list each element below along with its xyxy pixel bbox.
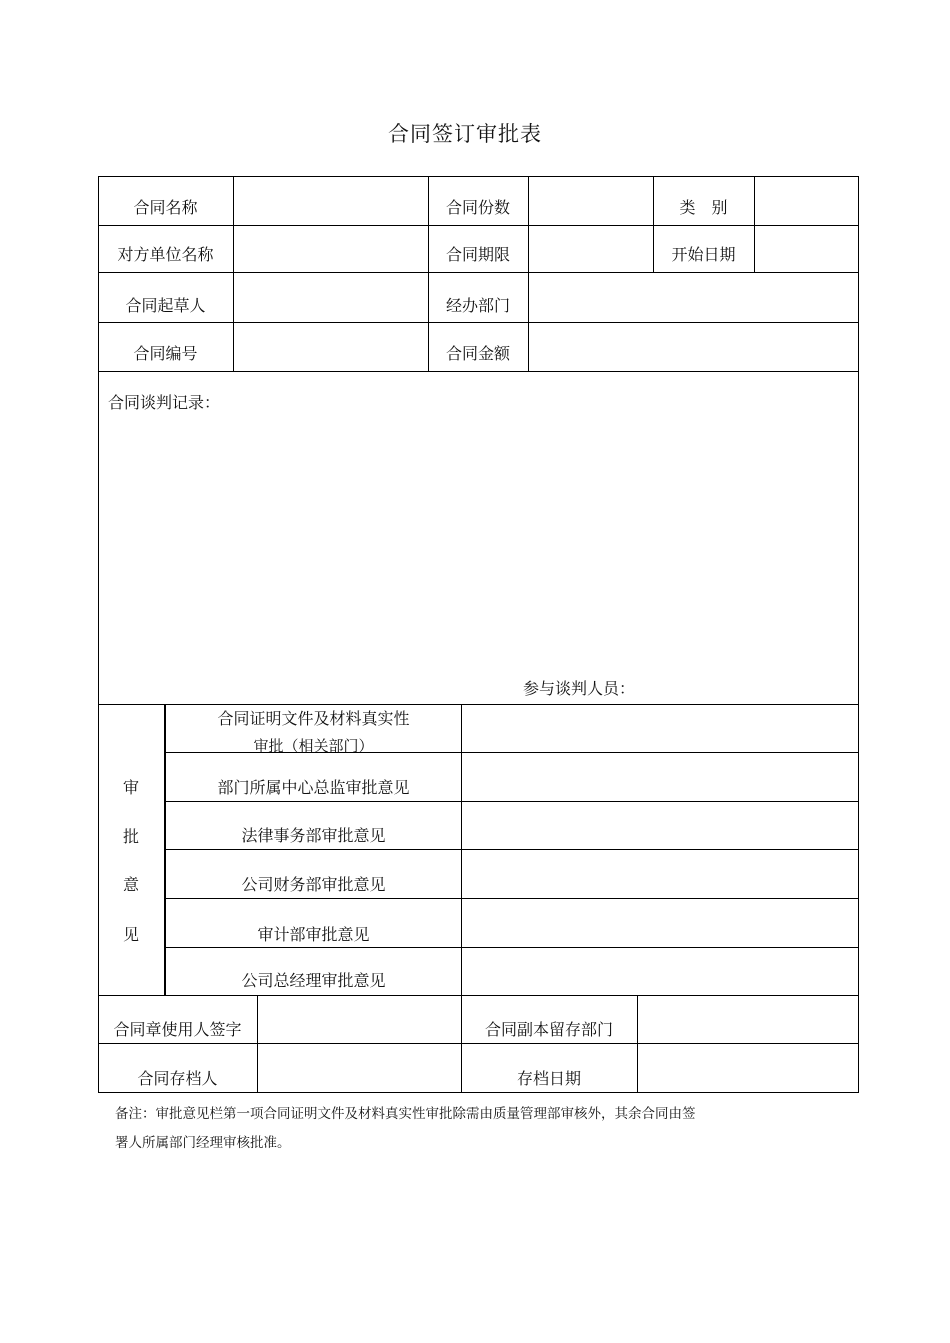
copy-dept-label: 合同副本留存部门 [484,1020,613,1039]
participants-label: 参与谈判人员： [523,679,636,698]
contract-amount-field[interactable] [529,323,858,371]
approval-section-char: 见 [122,925,139,944]
approval-row-label: 合同证明文件及材料真实性 [217,709,410,728]
contract-copies-label: 合同份数 [445,198,510,217]
archive-date-field[interactable] [638,1044,858,1092]
approval-section-char: 批 [122,827,139,846]
start-date-label: 开始日期 [671,245,736,264]
copy-dept-field[interactable] [638,996,858,1043]
row-divider [98,225,859,226]
contract-name-field[interactable] [234,177,428,225]
footnote-line: 备注：审批意见栏第一项合同证明文件及材料真实性审批除需由质量管理部审核外，其余合同由签 [115,1106,696,1122]
counterparty-label: 对方单位名称 [117,245,214,264]
approval-opinion-field[interactable] [462,802,858,849]
start-date-field[interactable] [755,226,858,272]
contract-number-field[interactable] [234,323,428,371]
negotiation-record-area[interactable] [99,415,858,670]
drafter-field[interactable] [234,273,428,322]
approval-opinion-field[interactable] [462,850,858,898]
approval-section-char: 意 [122,875,139,894]
approval-row-label: 法律事务部审批意见 [241,826,386,845]
contract-copies-field[interactable] [529,177,653,225]
approval-section-char: 审 [122,778,139,797]
approval-row-label: 审计部审批意见 [257,925,370,944]
seal-user-label: 合同章使用人签字 [113,1020,242,1039]
archive-date-label: 存档日期 [516,1069,581,1088]
row-divider [98,371,859,372]
contract-name-label: 合同名称 [133,198,198,217]
archiver-label: 合同存档人 [137,1069,218,1088]
archiver-field[interactable] [258,1044,461,1092]
approval-row-label: 公司财务部审批意见 [241,875,386,894]
category-label: 类 别 [679,198,728,217]
seal-user-signature-field[interactable] [258,996,461,1043]
contract-amount-label: 合同金额 [445,344,510,363]
footnote-line: 署人所属部门经理审核批准。 [115,1135,291,1151]
contract-term-field[interactable] [529,226,653,272]
handling-dept-label: 经办部门 [445,296,510,315]
negotiation-record-label: 合同谈判记录： [108,393,221,412]
approval-row-label: 部门所属中心总监审批意见 [217,778,410,797]
approval-opinion-field[interactable] [462,899,858,947]
approval-opinion-field[interactable] [462,753,858,801]
drafter-label: 合同起草人 [125,296,206,315]
contract-number-label: 合同编号 [133,344,198,363]
approval-row-label: 公司总经理审批意见 [241,971,386,990]
page-title: 合同签订审批表 [388,122,542,146]
category-field[interactable] [755,177,858,225]
handling-dept-field[interactable] [529,273,858,322]
contract-term-label: 合同期限 [445,245,510,264]
approval-opinion-field[interactable] [462,948,858,995]
approval-opinion-field[interactable] [462,705,858,752]
counterparty-field[interactable] [234,226,428,272]
approval-row-label-line2: 审批（相关部门） [253,737,374,755]
